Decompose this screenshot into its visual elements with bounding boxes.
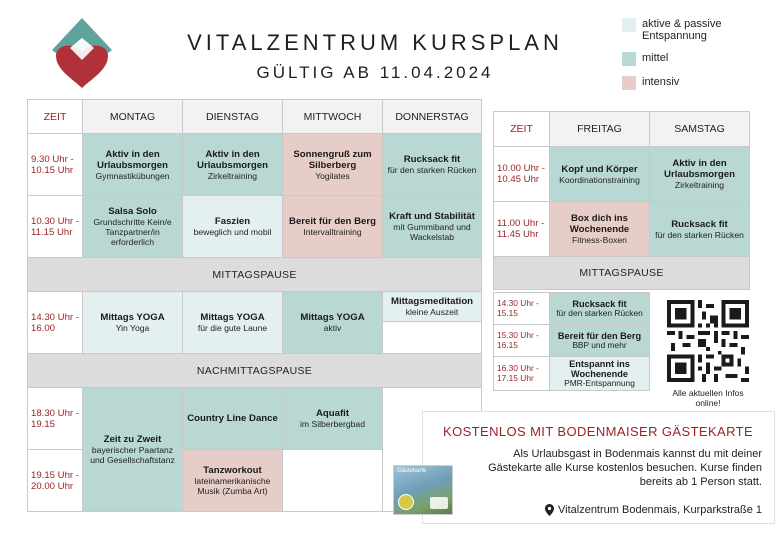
weekend-schedule-table (493, 111, 750, 290)
legend-item-entspannung: aktive & passive Entspannung (622, 18, 752, 42)
legend-item-mittel: mittel (622, 52, 668, 66)
mittagspause-row: MITTAGSPAUSE (494, 257, 750, 290)
course-cell: Rucksack fit für den starken Rücken (383, 134, 482, 196)
course-cell: Salsa Solo Grundschritte Kein/e Tanzpartner/in erforderlich (83, 196, 183, 258)
course-cell: Rucksack fit für den starken Rücken (550, 293, 650, 325)
course-cell: Rucksack fit für den starken Rücken (650, 202, 750, 257)
course-cell: Zeit zu Zweit bayerischer Paartanz und Gesellschaftstanz (83, 388, 183, 512)
course-cell: Aktiv in den Urlaubsmorgen Zirkeltraining (183, 134, 283, 196)
header-dienstag: DIENSTAG (183, 100, 283, 134)
course-cell: Bereit für den Berg BBP und mehr (550, 325, 650, 357)
time-slot: 10.00 Uhr - 10.45 Uhr (494, 147, 550, 202)
course-cell: Mittagsmeditation kleine Auszeit (383, 292, 482, 322)
course-cell: Sonnengruß zum Silberberg Yogilates (283, 134, 383, 196)
panel-text: Als Urlaubsgast in Bodenmais kannst du mit deiner Gästekarte alle Kurse kostenlos besuchen. Kurse finden bereits ab 1 Person statt. (488, 448, 762, 488)
card-label: Gästekarte (397, 468, 427, 474)
weekday-schedule-table (27, 99, 482, 512)
course-cell: Mittags YOGA Yin Yoga (83, 292, 183, 354)
header-donnerstag: DONNERSTAG (383, 100, 482, 134)
header-mittwoch: MITTWOCH (283, 100, 383, 134)
weekend-afternoon-table (493, 292, 650, 391)
legend-swatch (622, 52, 636, 66)
qr-caption: Alle aktuellen Infos online! (672, 388, 744, 408)
header-freitag: FREITAG (550, 112, 650, 147)
page-title: VITALZENTRUM KURSPLAN (187, 30, 563, 55)
page-subtitle: GÜLTIG AB 11.04.2024 (256, 63, 494, 82)
course-cell: Kopf und Körper Koordinationstraining (550, 147, 650, 202)
course-cell: Kraft und Stabilität mit Gummiband und Wackelstab (383, 196, 482, 258)
course-cell: Country Line Dance (183, 388, 283, 450)
empty-cell (383, 322, 482, 354)
time-slot: 14.30 Uhr - 16.00 (28, 292, 83, 354)
nachmittagspause-row: NACHMITTAGSPAUSE (28, 354, 482, 388)
mittagspause-row: MITTAGSPAUSE (28, 258, 482, 292)
header-zeit: ZEIT (494, 112, 550, 147)
legend-item-intensiv: intensiv (622, 76, 679, 90)
qr-code[interactable] (667, 300, 749, 382)
course-cell: Bereit für den Berg Intervalltraining (283, 196, 383, 258)
course-cell: Mittags YOGA für die gute Laune (183, 292, 283, 354)
course-cell: Aquafit im Silberbergbad (283, 388, 383, 450)
header-samstag: SAMSTAG (650, 112, 750, 147)
address (545, 504, 762, 516)
legend-swatch (622, 18, 636, 32)
course-cell: Faszien beweglich und mobil (183, 196, 283, 258)
header-montag: MONTAG (83, 100, 183, 134)
course-cell: Tanzworkout lateinamerikanische Musik (Zumba Art) (183, 450, 283, 512)
time-slot: 11.00 Uhr - 11.45 Uhr (494, 202, 550, 257)
header-zeit: ZEIT (28, 100, 83, 134)
guest-card-image (393, 465, 453, 515)
address-text: Vitalzentrum Bodenmais, Kurparkstraße 1 (558, 504, 762, 516)
location-pin-icon (545, 504, 554, 516)
course-cell: Aktiv in den Urlaubsmorgen Zirkeltraining (650, 147, 750, 202)
time-slot: 14.30 Uhr - 15.15 (494, 293, 550, 325)
time-slot: 16.30 Uhr - 17.15 Uhr (494, 357, 550, 391)
course-cell: Aktiv in den Urlaubsmorgen Gymnastikübungen (83, 134, 183, 196)
course-cell: Mittags YOGA aktiv (283, 292, 383, 354)
guest-card-panel (422, 411, 775, 524)
panel-title: KOSTENLOS MIT BODENMAISER GÄSTEKARTE (443, 424, 754, 439)
empty-cell (283, 450, 383, 512)
time-slot: 15.30 Uhr - 16.15 (494, 325, 550, 357)
vitalzentrum-logo (50, 16, 114, 90)
time-slot: 10.30 Uhr - 11.15 Uhr (28, 196, 83, 258)
time-slot: 18.30 Uhr - 19.15 (28, 388, 83, 450)
time-slot: 9.30 Uhr - 10.15 Uhr (28, 134, 83, 196)
time-slot: 19.15 Uhr - 20.00 Uhr (28, 450, 83, 512)
course-cell: Box dich ins Wochenende Fitness-Boxen (550, 202, 650, 257)
legend-swatch (622, 76, 636, 90)
course-cell: Entspannt ins Wochenende PMR-Entspannung (550, 357, 650, 391)
